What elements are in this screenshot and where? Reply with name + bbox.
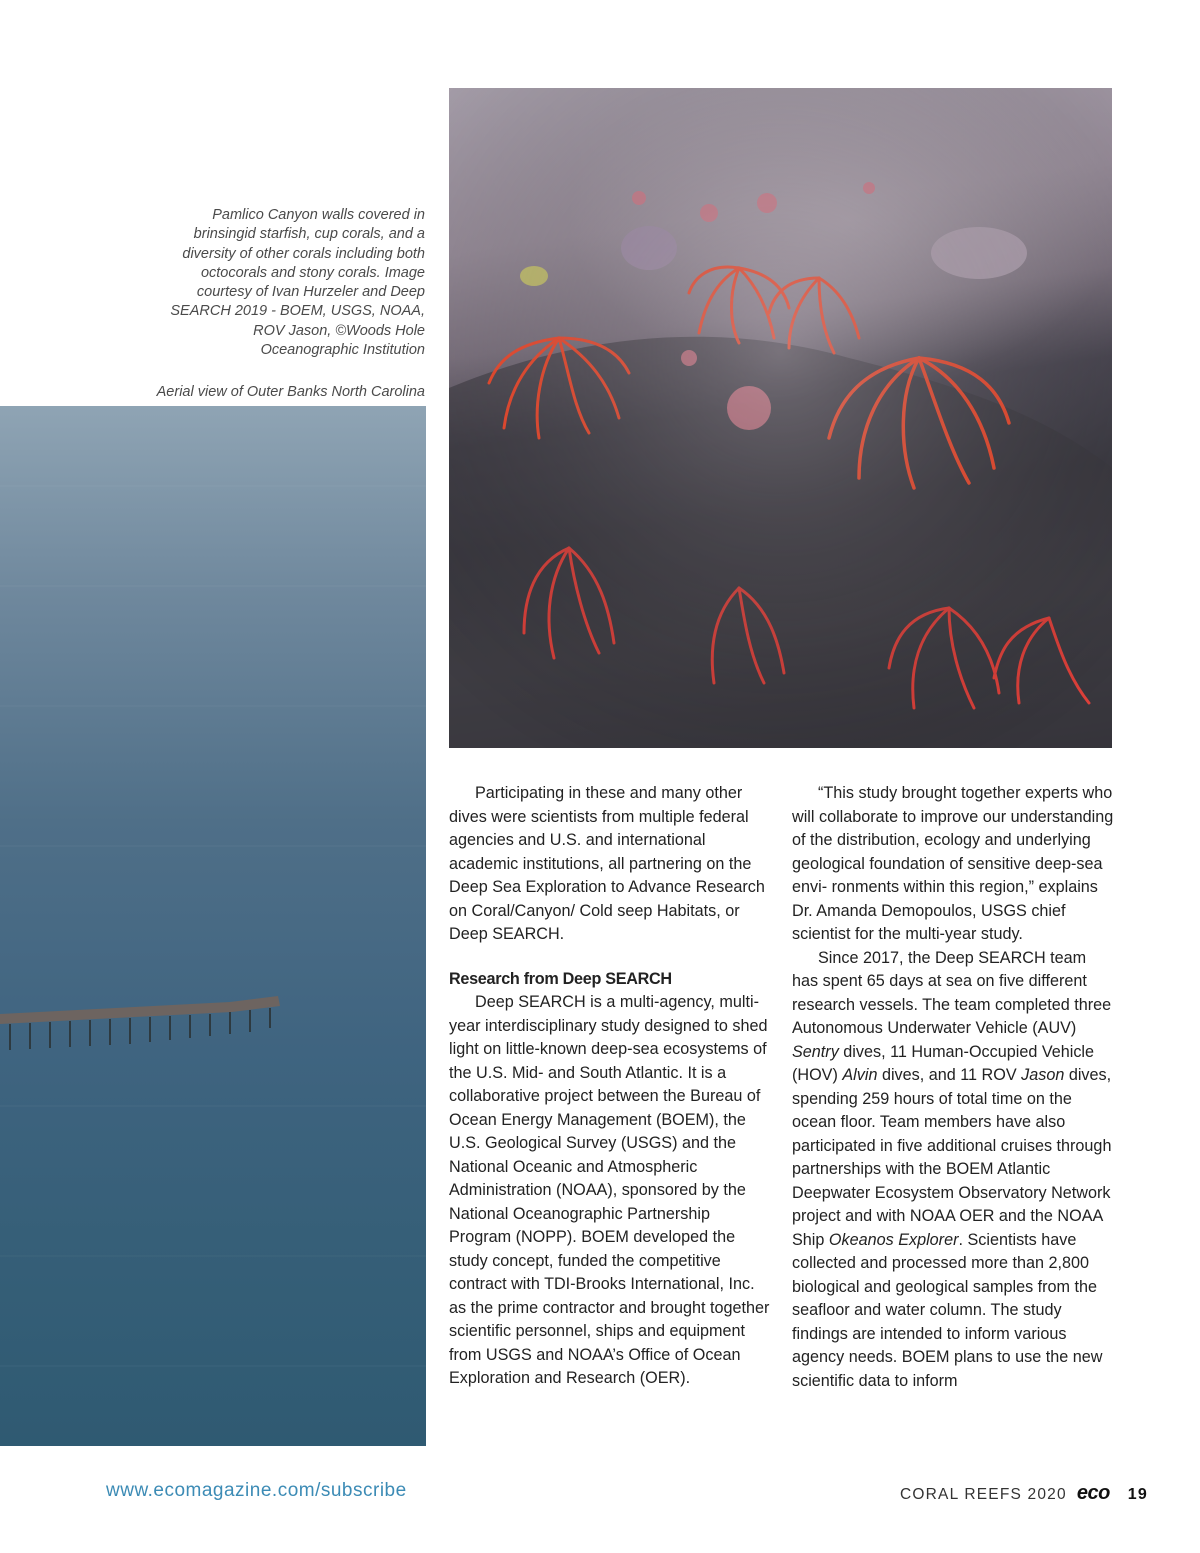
coral-illustration [449, 88, 1112, 748]
coral-photo-caption: Pamlico Canyon walls covered in brinsingid starfish, cup corals, and a diversity of other corals including both octocorals and stony corals. Image courtesy of Ivan Hurzeler and Deep SEARCH 2019 - BOEM, USGS, NOAA, ROV Jason, ©Woods Hole Oceanographic Institution [170, 207, 425, 359]
footer-folio [900, 1482, 1148, 1505]
paragraph: Deep SEARCH is a multi-agency, multi-year interdisciplinary study designed to shed light on little-known deep-sea ecosystems of the U.S. Mid- and South Atlantic. It is a collaborative project between the Bureau of Ocean Energy Management (BOEM), the U.S. Geological Survey (USGS) and the National Oceanic and Atmospheric Administration (NOAA), sponsored by the National Oceanographic Partnership Program (NOPP). BOEM developed the study concept, funded the competitive contract with TDI-Brooks International, Inc. as the prime contractor and brought together scientific personnel, ships and equipment from USGS and NOAA’s Office of Ocean Exploration and Research (OER). [449, 993, 770, 1387]
aerial-ocean-photo [0, 406, 426, 1446]
paragraph: Since 2017, the Deep SEARCH team has spent 65 days at sea on five different research vessels. The team completed three Autonomous Underwater Vehicle (AUV) Sentry dives, 11 Human-Occupied Vehicle (HOV) Alvin dives, and 11 ROV Jason dives, spending 259 hours of total time on the ocean floor. Team members have also participated in five additional cruises through partnerships with the BOEM Atlantic Deepwater Ecosystem Observatory Network project and with NOAA OER and the NOAA Ship Okeanos Explorer. Scientists have collected and processed more than 2,800 biological and geological samples from the seafloor and water column. The study findings are intended to inform various agency needs. BOEM plans to use the new scientific data to inform [792, 948, 1112, 1390]
subscribe-link[interactable]: www.ecomagazine.com/subscribe [106, 1480, 407, 1501]
body-column-1 [449, 782, 771, 1391]
body-column-2 [792, 782, 1114, 1393]
aerial-photo-caption: Aerial view of Outer Banks North Carolina [156, 384, 425, 400]
eco-logo: eco [1076, 1482, 1110, 1504]
section-heading: Research from Deep SEARCH [449, 969, 672, 988]
paragraph: Participating in these and many other dives were scientists from multiple federal agencies and U.S. and international academic institutions, all partnering on the Deep Sea Exploration to Advance Research on Coral/Canyon/ Cold seep Habitats, or Deep SEARCH. [449, 784, 765, 943]
quote-paragraph: “This study brought together experts who will collaborate to improve our understanding of the distribution, ecology and underlying geological foundation of sensitive deep-sea envi- ronments within this region,” explains Dr. Amanda Demopoulos, USGS chief scientist for the multi-year study. [792, 784, 1114, 943]
coral-canyon-photo [449, 88, 1112, 748]
issue-label: CORAL REEFS 2020 [900, 1486, 1067, 1503]
pier-illustration [0, 406, 426, 1446]
page-number: 19 [1127, 1486, 1148, 1503]
pier [0, 996, 280, 1050]
